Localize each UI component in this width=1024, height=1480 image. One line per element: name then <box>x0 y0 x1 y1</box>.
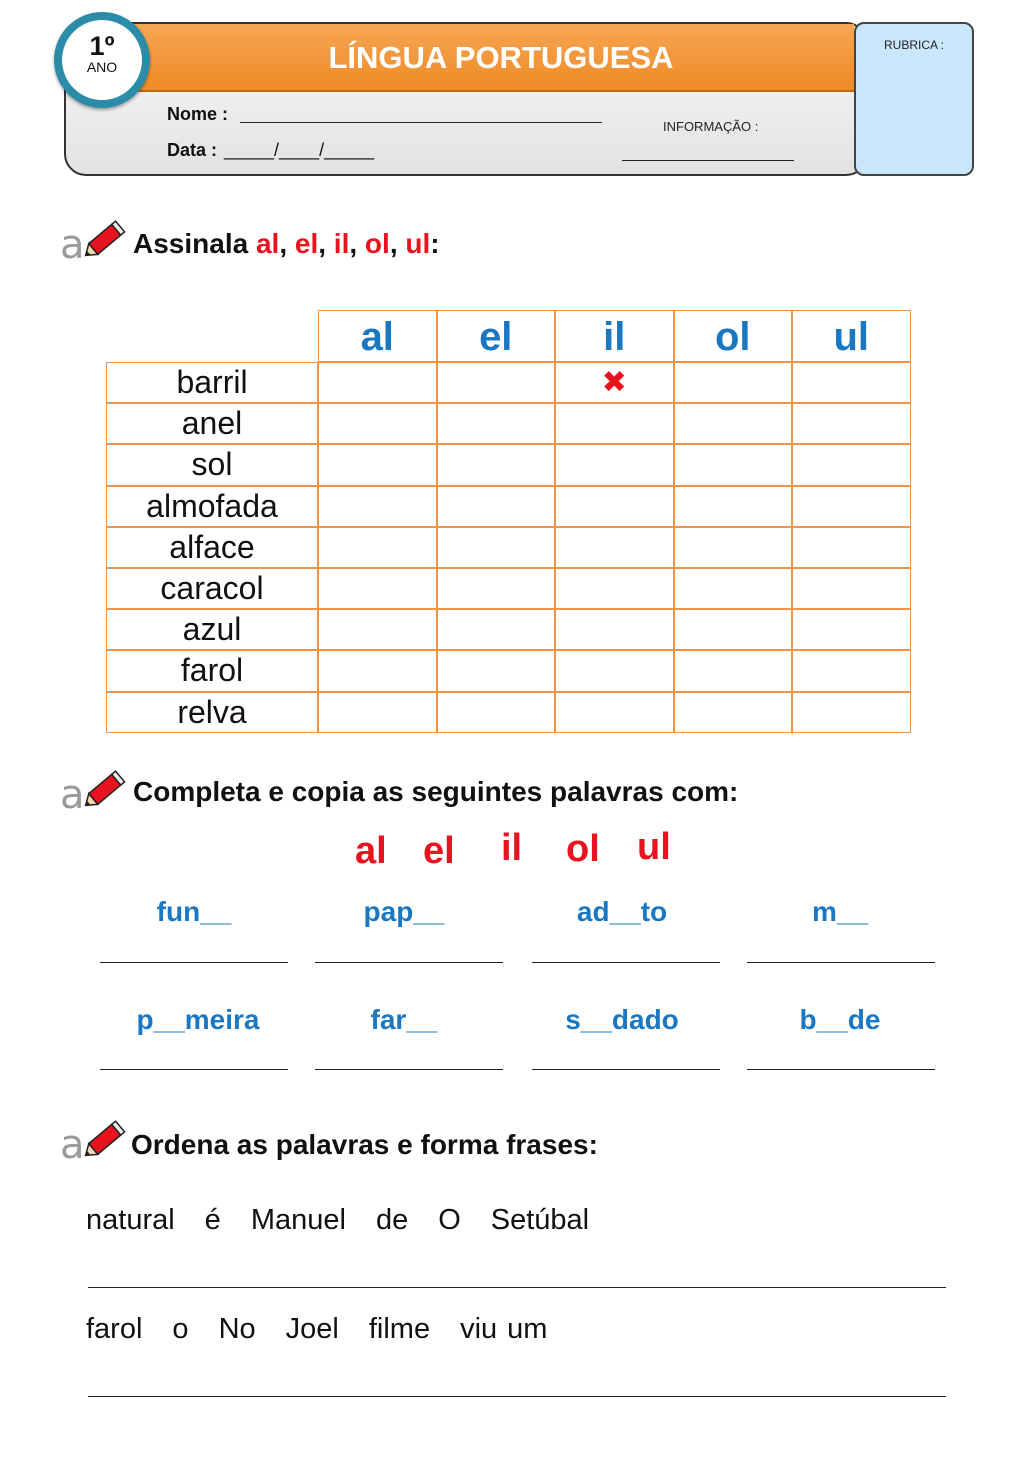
syllable-el: el <box>294 228 319 259</box>
copy-line[interactable] <box>532 962 720 963</box>
rubric-label: RUBRICA : <box>884 38 945 52</box>
check-cell-ul[interactable] <box>792 692 911 733</box>
check-cell-ol[interactable] <box>674 527 793 568</box>
column-header-al: al <box>318 310 437 362</box>
prompt-colon: : <box>430 228 440 259</box>
copy-line[interactable] <box>315 1069 503 1070</box>
check-cell-ul[interactable] <box>792 650 911 691</box>
column-header-ul: ul <box>792 310 911 362</box>
row-word-almofada: almofada <box>106 486 318 527</box>
word: No <box>218 1313 256 1345</box>
row-word-caracol: caracol <box>106 568 318 609</box>
check-cell-el[interactable] <box>437 692 556 733</box>
date-field[interactable]: _____/____/_____ <box>224 140 375 160</box>
check-cell-ul[interactable] <box>792 362 911 403</box>
column-header-il: il <box>555 310 674 362</box>
word-to-complete: far__ <box>370 1004 438 1035</box>
check-cell-al[interactable] <box>318 486 437 527</box>
word-to-complete: pap__ <box>363 896 445 927</box>
check-cell-ol[interactable] <box>674 486 793 527</box>
word: Manuel <box>250 1204 346 1236</box>
check-cell-al[interactable] <box>318 692 437 733</box>
check-cell-ol[interactable] <box>674 568 793 609</box>
check-cell-il[interactable] <box>555 650 674 691</box>
check-cell-ul[interactable] <box>792 403 911 444</box>
column-header-ol: ol <box>674 310 793 362</box>
syllable-ol: ol <box>566 828 600 870</box>
prompt-text: Assinala <box>133 228 249 259</box>
word-to-complete: ad__to <box>576 896 668 927</box>
row-word-farol: farol <box>106 650 318 691</box>
subject-title: LÍNGUA PORTUGUESA <box>328 40 674 75</box>
letter-a-pencil-icon <box>60 220 130 262</box>
syllable-al: al <box>255 228 280 259</box>
check-cell-il[interactable] <box>555 609 674 650</box>
row-word-anel: anel <box>106 403 318 444</box>
date-label: Data : <box>167 140 218 160</box>
section1-prompt: Assinala al, el, il, ol, ul: <box>133 228 440 259</box>
check-cell-al[interactable] <box>318 568 437 609</box>
row-word-sol: sol <box>106 444 318 485</box>
answer-line[interactable] <box>88 1287 946 1288</box>
word: Joel <box>285 1313 339 1345</box>
word-to-complete: m__ <box>811 896 869 927</box>
copy-line[interactable] <box>532 1069 720 1070</box>
info-field[interactable] <box>622 160 794 161</box>
word-to-complete: s__dado <box>565 1004 679 1035</box>
column-header-el: el <box>437 310 556 362</box>
year-label: ANO <box>86 59 118 75</box>
word: de <box>375 1204 409 1236</box>
syllable-table <box>106 310 912 733</box>
check-cell-ol[interactable] <box>674 609 793 650</box>
check-cell-el[interactable] <box>437 568 556 609</box>
syllable-el: el <box>423 830 455 872</box>
check-cell-ol[interactable] <box>674 403 793 444</box>
check-cell-el[interactable] <box>437 444 556 485</box>
check-cell-ol[interactable] <box>674 692 793 733</box>
check-cell-ul[interactable] <box>792 527 911 568</box>
check-cell-el[interactable] <box>437 650 556 691</box>
letter-a-pencil-icon <box>60 770 130 812</box>
copy-line[interactable] <box>100 1069 288 1070</box>
syllable-al: al <box>355 830 387 872</box>
check-cell-il[interactable]: ✖ <box>555 362 674 403</box>
info-label: INFORMAÇÃO : <box>663 119 759 134</box>
row-word-alface: alface <box>106 527 318 568</box>
syllable-ul: ul <box>637 826 671 868</box>
row-word-barril: barril <box>106 362 318 403</box>
check-cell-al[interactable] <box>318 527 437 568</box>
check-cell-ol[interactable] <box>674 444 793 485</box>
syllable-ul: ul <box>405 228 431 259</box>
scrambled-sentence <box>86 1313 577 1346</box>
check-cell-il[interactable] <box>555 692 674 733</box>
year-number: 1º <box>89 31 115 61</box>
row-word-azul: azul <box>106 609 318 650</box>
copy-line[interactable] <box>747 962 935 963</box>
word-to-complete: b__de <box>799 1004 881 1035</box>
word-to-complete: p__meira <box>136 1004 260 1035</box>
check-cell-il[interactable] <box>555 444 674 485</box>
svg-text:a: a <box>60 772 85 812</box>
svg-text:a: a <box>60 222 85 262</box>
scrambled-sentence <box>86 1204 619 1237</box>
word: um <box>507 1313 548 1345</box>
word: é <box>204 1204 221 1236</box>
svg-text:a: a <box>60 1122 85 1162</box>
check-cell-el[interactable] <box>437 486 556 527</box>
check-cell-il[interactable] <box>555 568 674 609</box>
name-field[interactable] <box>240 122 602 123</box>
check-cell-al[interactable] <box>318 650 437 691</box>
word: Setúbal <box>490 1204 590 1236</box>
copy-line[interactable] <box>315 962 503 963</box>
word: o <box>172 1313 189 1345</box>
word-to-complete: fun__ <box>156 896 232 927</box>
check-cell-il[interactable] <box>555 486 674 527</box>
section3-prompt: Ordena as palavras e forma frases: <box>131 1129 598 1160</box>
letter-a-pencil-icon <box>60 1120 130 1162</box>
check-cell-al[interactable] <box>318 403 437 444</box>
syllable-il: il <box>501 827 523 869</box>
check-cell-ul[interactable] <box>792 568 911 609</box>
copy-line[interactable] <box>747 1069 935 1070</box>
check-cell-el[interactable] <box>437 609 556 650</box>
check-cell-il[interactable] <box>555 403 674 444</box>
check-cell-ul[interactable] <box>792 444 911 485</box>
word: filme <box>368 1313 431 1345</box>
answer-line[interactable] <box>88 1396 946 1397</box>
year-badge <box>54 12 150 108</box>
check-cell-al[interactable] <box>318 444 437 485</box>
syllable-il: il <box>333 228 350 259</box>
check-cell-el[interactable] <box>437 527 556 568</box>
check-cell-ol[interactable] <box>674 362 793 403</box>
word: farol <box>86 1313 143 1345</box>
check-cell-ul[interactable] <box>792 486 911 527</box>
word: natural <box>86 1204 175 1236</box>
name-label: Nome : <box>167 104 229 124</box>
check-cell-al[interactable] <box>318 362 437 403</box>
check-cell-il[interactable] <box>555 527 674 568</box>
word: viu <box>460 1313 498 1345</box>
word: O <box>438 1204 461 1236</box>
section2-prompt: Completa e copia as seguintes palavras com: <box>133 776 739 807</box>
check-cell-el[interactable] <box>437 362 556 403</box>
check-cell-el[interactable] <box>437 403 556 444</box>
copy-line[interactable] <box>100 962 288 963</box>
check-cell-ol[interactable] <box>674 650 793 691</box>
syllable-ol: ol <box>364 228 390 259</box>
row-word-relva: relva <box>106 692 318 733</box>
check-cell-al[interactable] <box>318 609 437 650</box>
check-cell-ul[interactable] <box>792 609 911 650</box>
